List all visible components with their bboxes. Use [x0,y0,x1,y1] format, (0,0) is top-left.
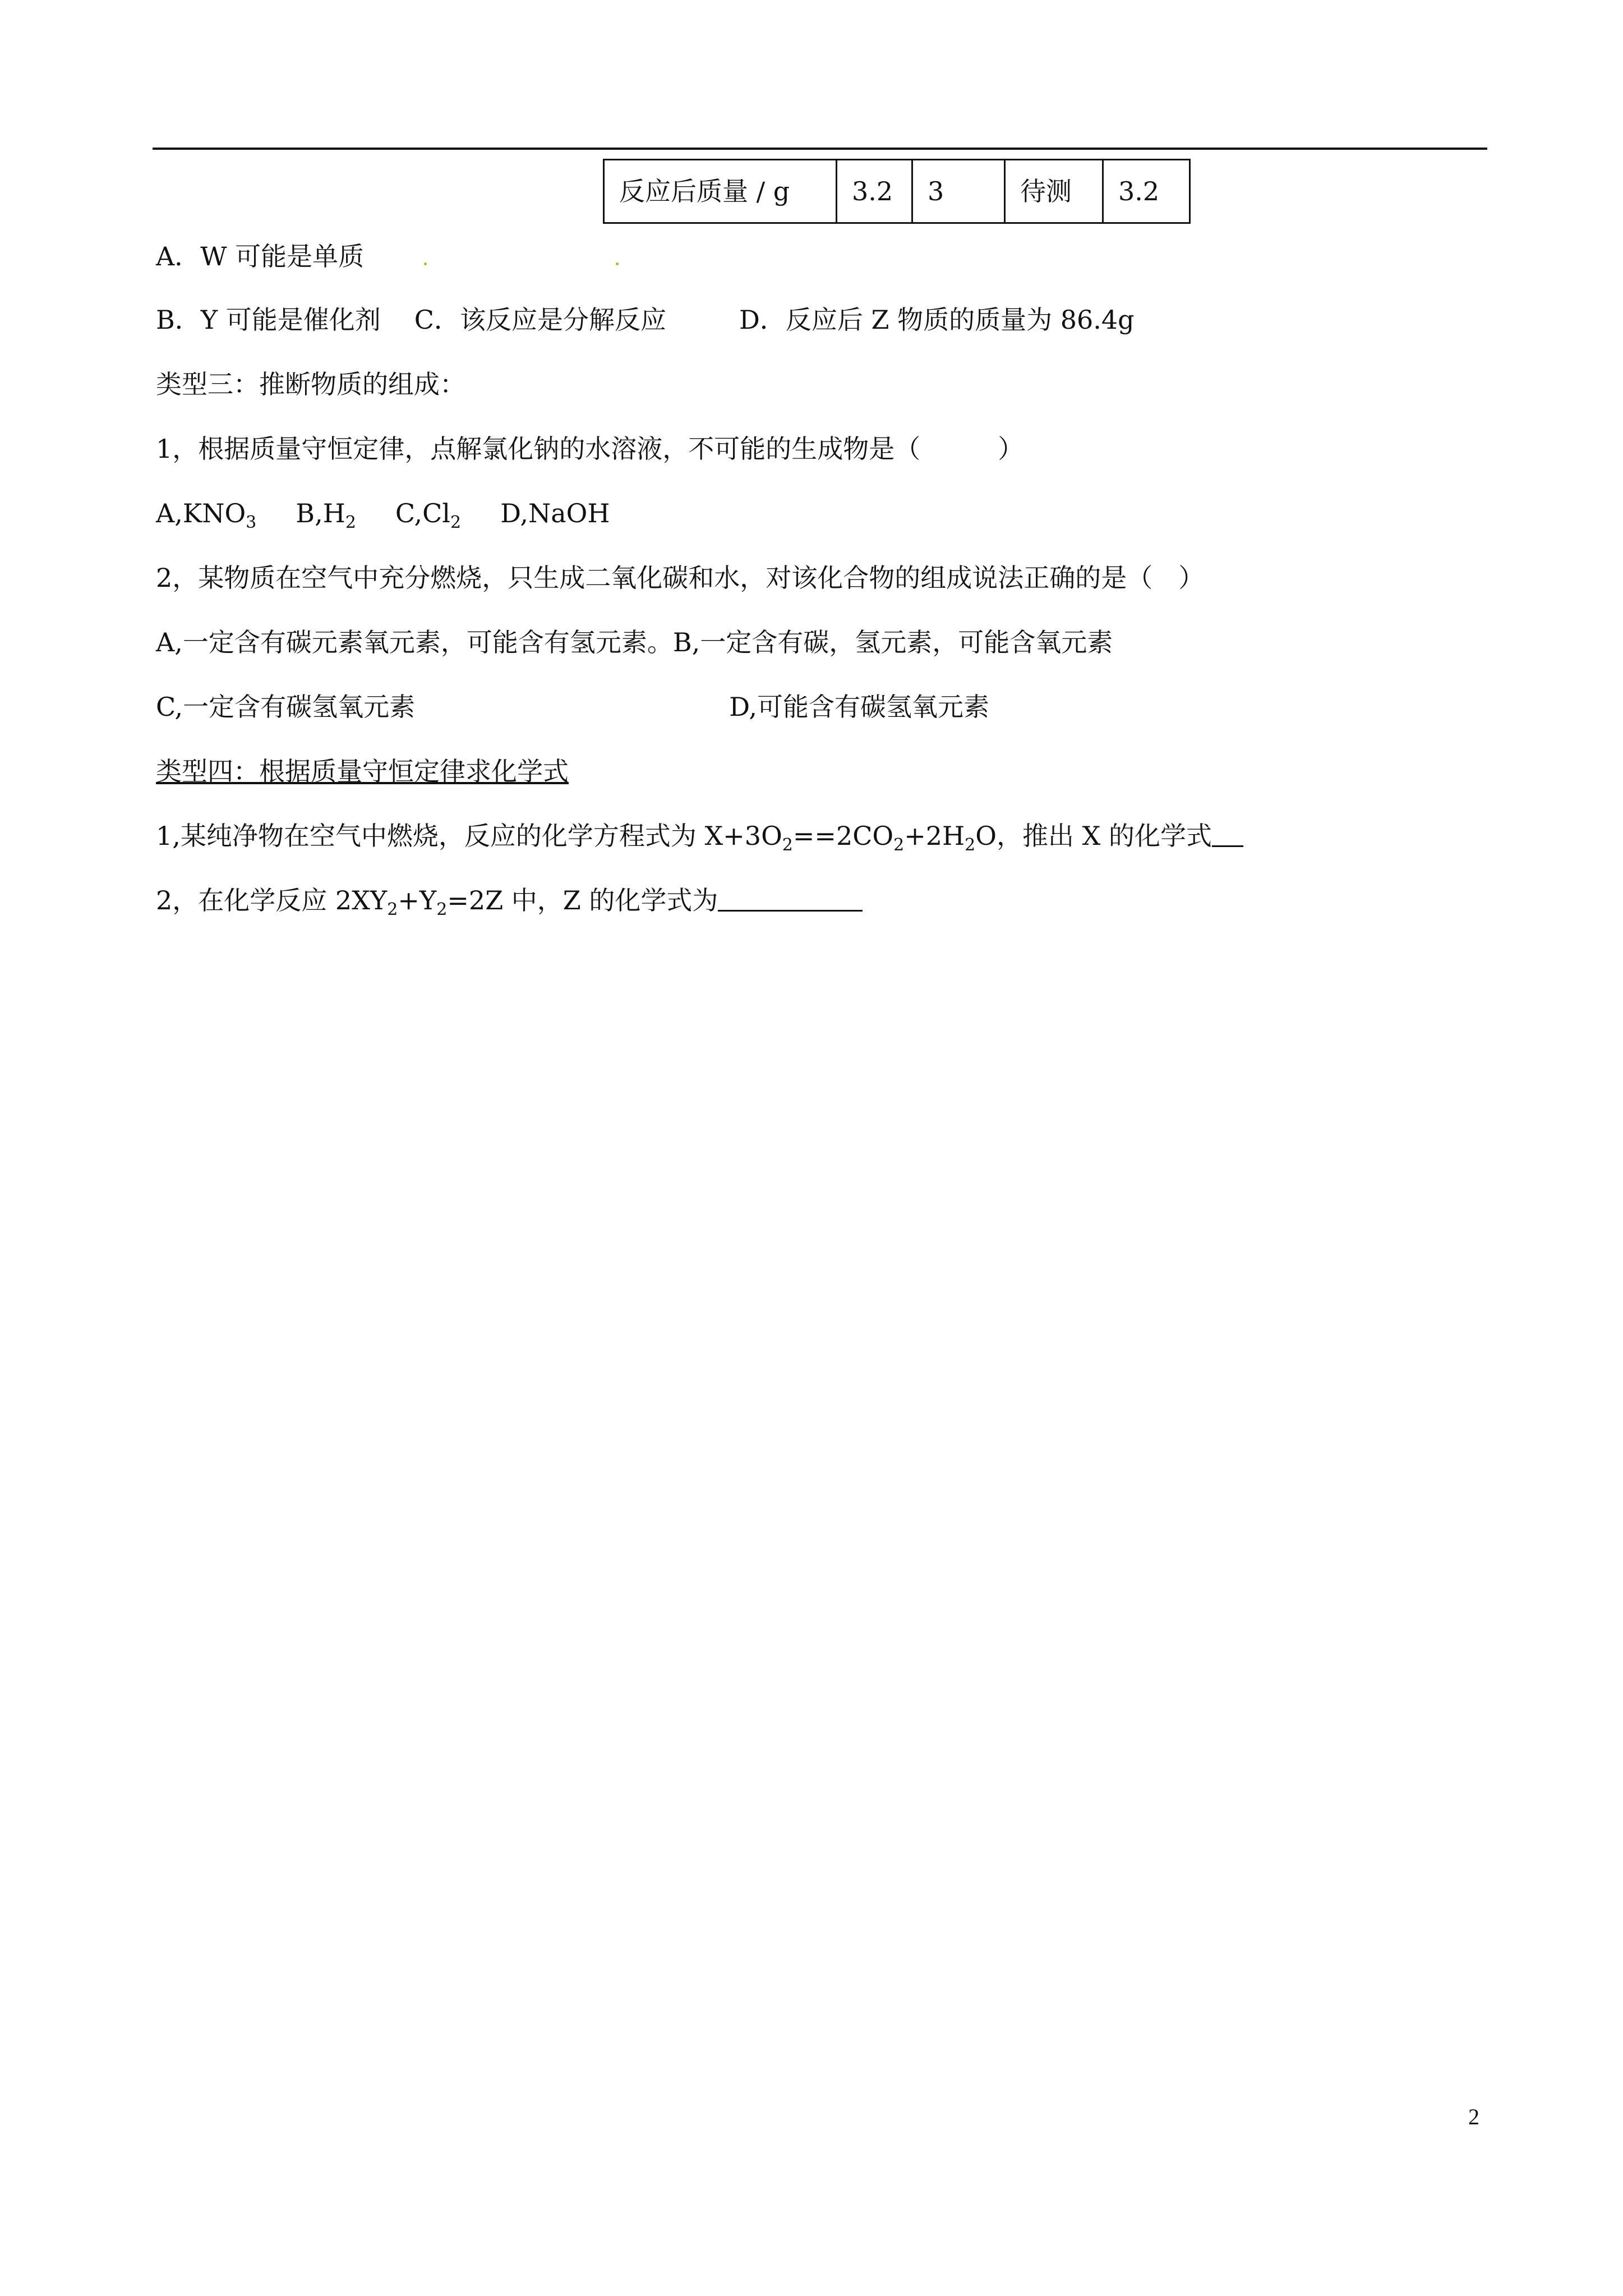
option-d: D,NaOH [500,498,610,528]
s3-q2-options-ab: A,一定含有碳元素氧元素，可能含有氢元素。B,一定含有碳，氢元素，可能含氧元素 [156,627,1113,657]
option-c: $C,Cl_2$ [395,498,462,532]
option-a-line [156,240,364,273]
option-a: $A,KNO_3$ [156,498,257,532]
option-a: A．W 可能是单质 [156,241,365,272]
option-c: C．该反应是分解反应 [414,305,666,335]
option-d: D,可能含有碳氢氧元素 [729,692,990,722]
options-bcd-line [156,303,1135,337]
table-cell: 3.2 [1103,160,1190,223]
option-d: D．反应后 Z 物质的质量为 86.4g [739,305,1135,335]
table-cell: 3.2 [837,160,912,223]
table-row-label: 反应后质量 / g [604,160,837,223]
table-cell: 待测 [1005,160,1103,223]
answer-blank[interactable] [1212,821,1243,847]
header-rule [153,148,1487,150]
section4-heading: 类型四：根据质量守恒定律求化学式 [156,756,569,786]
s3-q2-stem: 2，某物质在空气中充分燃烧，只生成二氧化碳和水，对该化合物的组成说法正确的是（ ） [156,563,1205,593]
s3-q1-options [156,496,610,530]
s3-q1-stem: 1，根据质量守恒定律，点解氯化钠的水溶液，不可能的生成物是（ ） [156,434,1024,464]
speck [424,263,427,265]
option-c: C,一定含有碳氢氧元素 [156,692,416,722]
mass-table-fragment [603,159,1191,224]
table-row [604,160,1190,223]
option-b: $B,H_2$ [296,498,356,532]
section3-heading: 类型三：推断物质的组成： [156,369,465,399]
option-b: B．Y 可能是催化剂 [156,305,381,335]
speck [616,263,619,265]
s3-q2-options-cd [156,690,989,724]
s4-q1: 1,某纯净物在空气中燃烧，反应的化学方程式为 $X+3O_2==2CO_2+2H_2O$，推出 X 的化学式 [156,819,1243,853]
page-number: 2 [1468,2104,1479,2129]
answer-blank[interactable] [718,885,863,912]
table-cell: 3 [912,160,1005,223]
s4-q2: 2，在化学反应 $2XY_2+Y_2=2Z$ 中，Z 的化学式为 [156,884,863,917]
